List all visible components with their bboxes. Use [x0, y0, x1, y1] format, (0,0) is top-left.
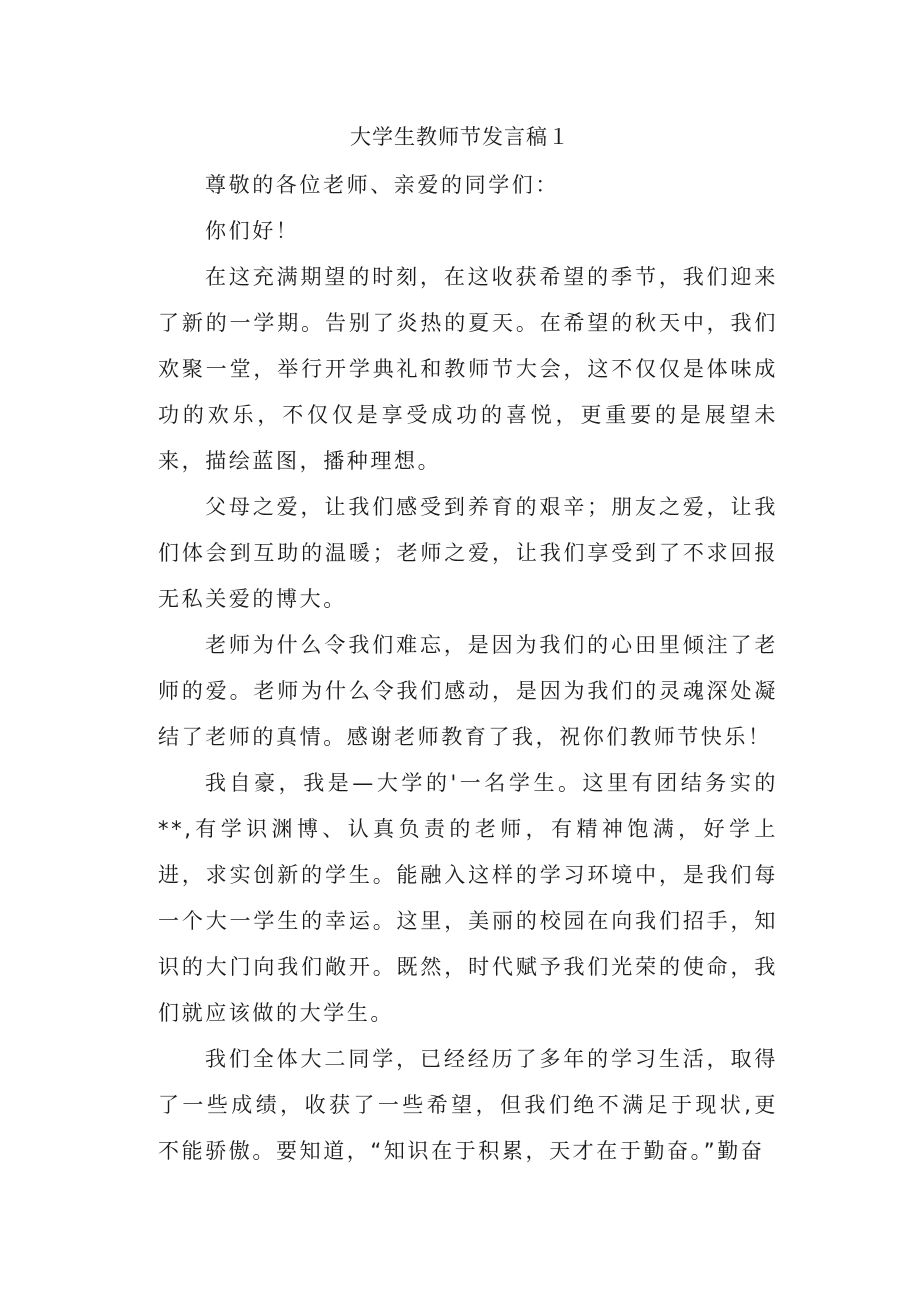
- document-title: 大学生教师节发言稿１: [350, 125, 570, 149]
- body-paragraph: 父母之爱，让我们感受到养育的艰辛；朋友之爱，让我们体会到互助的温暖；老师之爱，让我们享受到了不求回报无私关爱的博大。: [158, 495, 778, 611]
- salutation-paragraph: 尊敬的各位老师、亲爱的同学们：: [205, 173, 559, 197]
- body-paragraph: 我们全体大二同学，已经经历了多年的学习生活，取得了一些成绩，收获了一些希望，但我们绝不满足于现状,更不能骄傲。要知道，“知识在于积累，天才在于勤奋。”勤奋: [158, 1047, 778, 1163]
- body-paragraph: 我自豪，我是—大学的'一名学生。这里有团结务实的**,有学识渊博、认真负责的老师，有精神饱满，好学上进，求实创新的学生。能融入这样的学习环境中，是我们每一个大一学生的幸运。这里，美丽的校园在向我们招手，知识的大门向我们敞开。既然，时代赋予我们光荣的使命，我们就应该做的大学生。: [158, 771, 778, 1025]
- body-paragraph: 在这充满期望的时刻，在这收获希望的季节，我们迎来了新的一学期。告别了炎热的夏天。在希望的秋天中，我们欢聚一堂，举行开学典礼和教师节大会，这不仅仅是体味成功的欢乐，不仅仅是享受成功的喜悦，更重要的是展望未来，描绘蓝图，播种理想。: [158, 265, 778, 473]
- document-body: [158, 162, 778, 1174]
- greeting-paragraph: 你们好！: [205, 219, 300, 243]
- body-paragraph: 老师为什么令我们难忘，是因为我们的心田里倾注了老师的爱。老师为什么令我们感动，是因为我们的灵魂深处凝结了老师的真情。感谢老师教育了我，祝你们教师节快乐！: [158, 633, 778, 749]
